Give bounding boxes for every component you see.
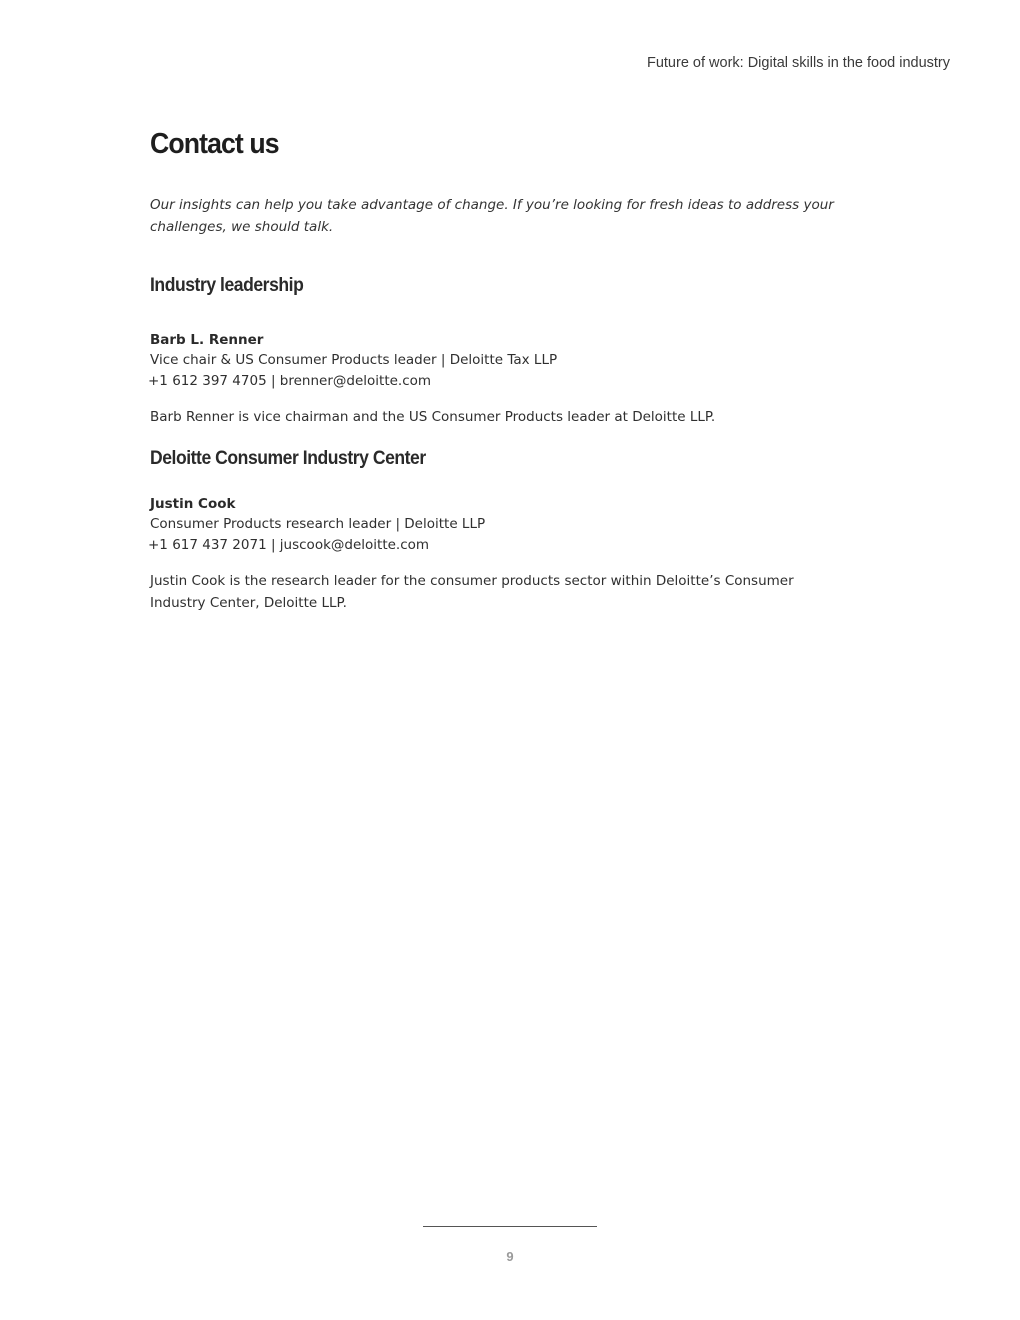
contact-bio-justin-cook: Justin Cook is the research leader for the consumer products sector within Deloitte’s Consumer Industry Center, Deloitte LLP. [150,573,794,611]
contact-name: Justin Cook [150,496,236,512]
running-header: Future of work: Digital skills in the food industry [646,55,950,71]
contact-card-justin-cook [150,494,850,555]
contact-role: Consumer Products research leader | Deloitte LLP [150,516,486,532]
contact-phone-email: +1 617 437 2071 | juscook@deloitte.com [148,536,430,553]
contact-card-barb-renner [150,330,850,391]
contact-bio-barb-renner: Barb Renner is vice chairman and the US Consumer Products leader at Deloitte LLP. [150,409,716,425]
page-title: Contact us [150,128,279,160]
footer-divider [423,1226,597,1227]
section-heading-industry-leadership: Industry leadership [150,274,304,296]
section-heading-consumer-industry-center: Deloitte Consumer Industry Center [150,447,426,469]
page-number: 9 [506,1249,514,1264]
contact-name: Barb L. Renner [150,332,264,348]
intro-paragraph: Our insights can help you take advantage of change. If you’re looking for fresh ideas to address your challenges, we should talk. [150,197,834,235]
contact-role: Vice chair & US Consumer Products leader | Deloitte Tax LLP [150,352,558,368]
contact-phone-email: +1 612 397 4705 | brenner@deloitte.com [148,372,432,389]
